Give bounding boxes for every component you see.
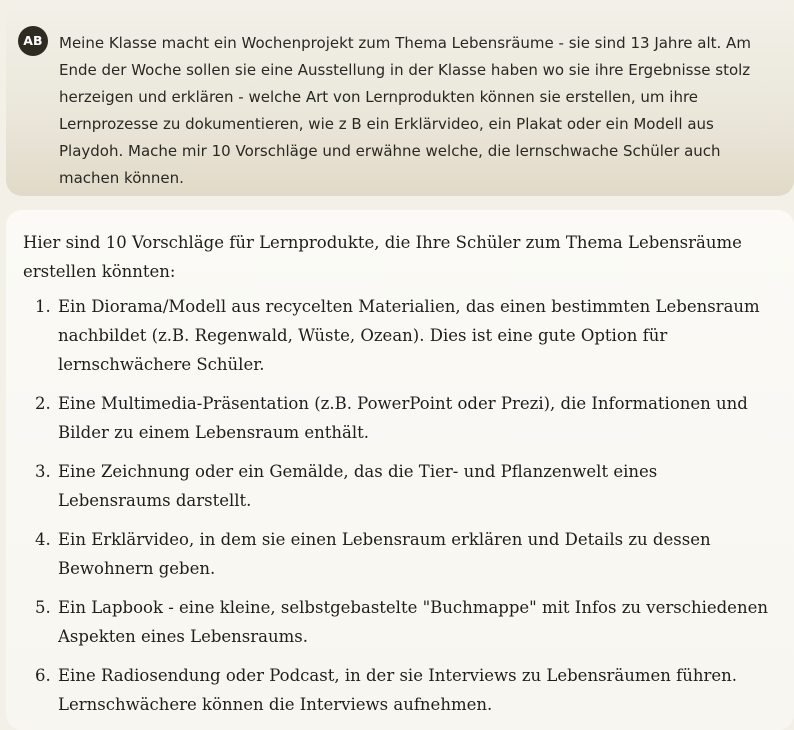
suggestion-item-4 [23, 525, 783, 583]
suggestion-line: Eine Zeichnung oder ein Gemälde, das die Tier- und Pflanzenwelt eines [58, 462, 658, 481]
suggestion-item-1 [23, 292, 783, 379]
suggestion-number: 3. [35, 462, 51, 481]
suggestion-item-2 [23, 389, 783, 447]
suggestion-line: Ein Lapbook - eine kleine, selbstgebastelte "Buchmappe" mit Infos zu verschiedenen [58, 598, 768, 617]
suggestion-number: 6. [35, 666, 51, 685]
suggestion-line: Lebensraums darstellt. [58, 491, 252, 510]
assistant-message [6, 210, 794, 730]
suggestion-line: Ein Diorama/Modell aus recycelten Materialien, das einen bestimmten Lebensraum [58, 297, 760, 316]
assistant-intro-line: erstellen könnten: [23, 262, 176, 281]
suggestion-item-3 [23, 457, 783, 515]
assistant-intro [23, 228, 783, 286]
suggestion-number: 4. [35, 530, 51, 549]
suggestion-line: Ein Erklärvideo, in dem sie einen Lebensraum erklären und Details zu dessen [58, 530, 711, 549]
user-message-line: herzeigen und erklären - welche Art von Lernprodukten können sie erstellen, um ihre [59, 88, 699, 106]
user-message-line: Lernprozesse zu dokumentieren, wie z B ein Erklärvideo, ein Plakat oder ein Modell aus [59, 115, 714, 133]
user-avatar: AB [18, 26, 48, 56]
user-message-line: Meine Klasse macht ein Wochenprojekt zum Thema Lebensräume - sie sind 13 Jahre alt. Am [59, 34, 751, 52]
suggestion-line: Lernschwächere können die Interviews aufnehmen. [58, 695, 493, 714]
suggestion-line: Eine Multimedia-Präsentation (z.B. PowerPoint oder Prezi), die Informationen und [58, 394, 748, 413]
suggestion-number: 2. [35, 394, 51, 413]
user-message-line: Ende der Woche sollen sie eine Ausstellung in der Klasse haben wo sie ihre Ergebnisse stolz [59, 61, 751, 79]
suggestion-item-6 [23, 661, 783, 719]
suggestion-line: nachbildet (z.B. Regenwald, Wüste, Ozean). Dies ist eine gute Option für [58, 326, 668, 345]
suggestion-line: Aspekten eines Lebensraums. [58, 627, 308, 646]
suggestion-number: 5. [35, 598, 51, 617]
suggestion-number: 1. [35, 297, 51, 316]
suggestion-line: Eine Radiosendung oder Podcast, in der sie Interviews zu Lebensräumen führen. [58, 666, 738, 685]
user-message-text [59, 30, 787, 192]
suggestion-line: Bewohnern geben. [58, 559, 216, 578]
user-message-line: Playdoh. Mache mir 10 Vorschläge und erwähne welche, die lernschwache Schüler auch [59, 142, 721, 160]
suggestion-line: Bilder zu einem Lebensraum enthält. [58, 423, 370, 442]
suggestion-line: lernschwächere Schüler. [58, 355, 265, 374]
assistant-message-body [23, 228, 783, 729]
suggestion-item-5 [23, 593, 783, 651]
user-message-line: machen können. [59, 169, 184, 187]
suggestion-list [23, 292, 783, 719]
assistant-intro-line: Hier sind 10 Vorschläge für Lernprodukte, die Ihre Schüler zum Thema Lebensräume [23, 233, 742, 252]
user-message [6, 4, 794, 196]
